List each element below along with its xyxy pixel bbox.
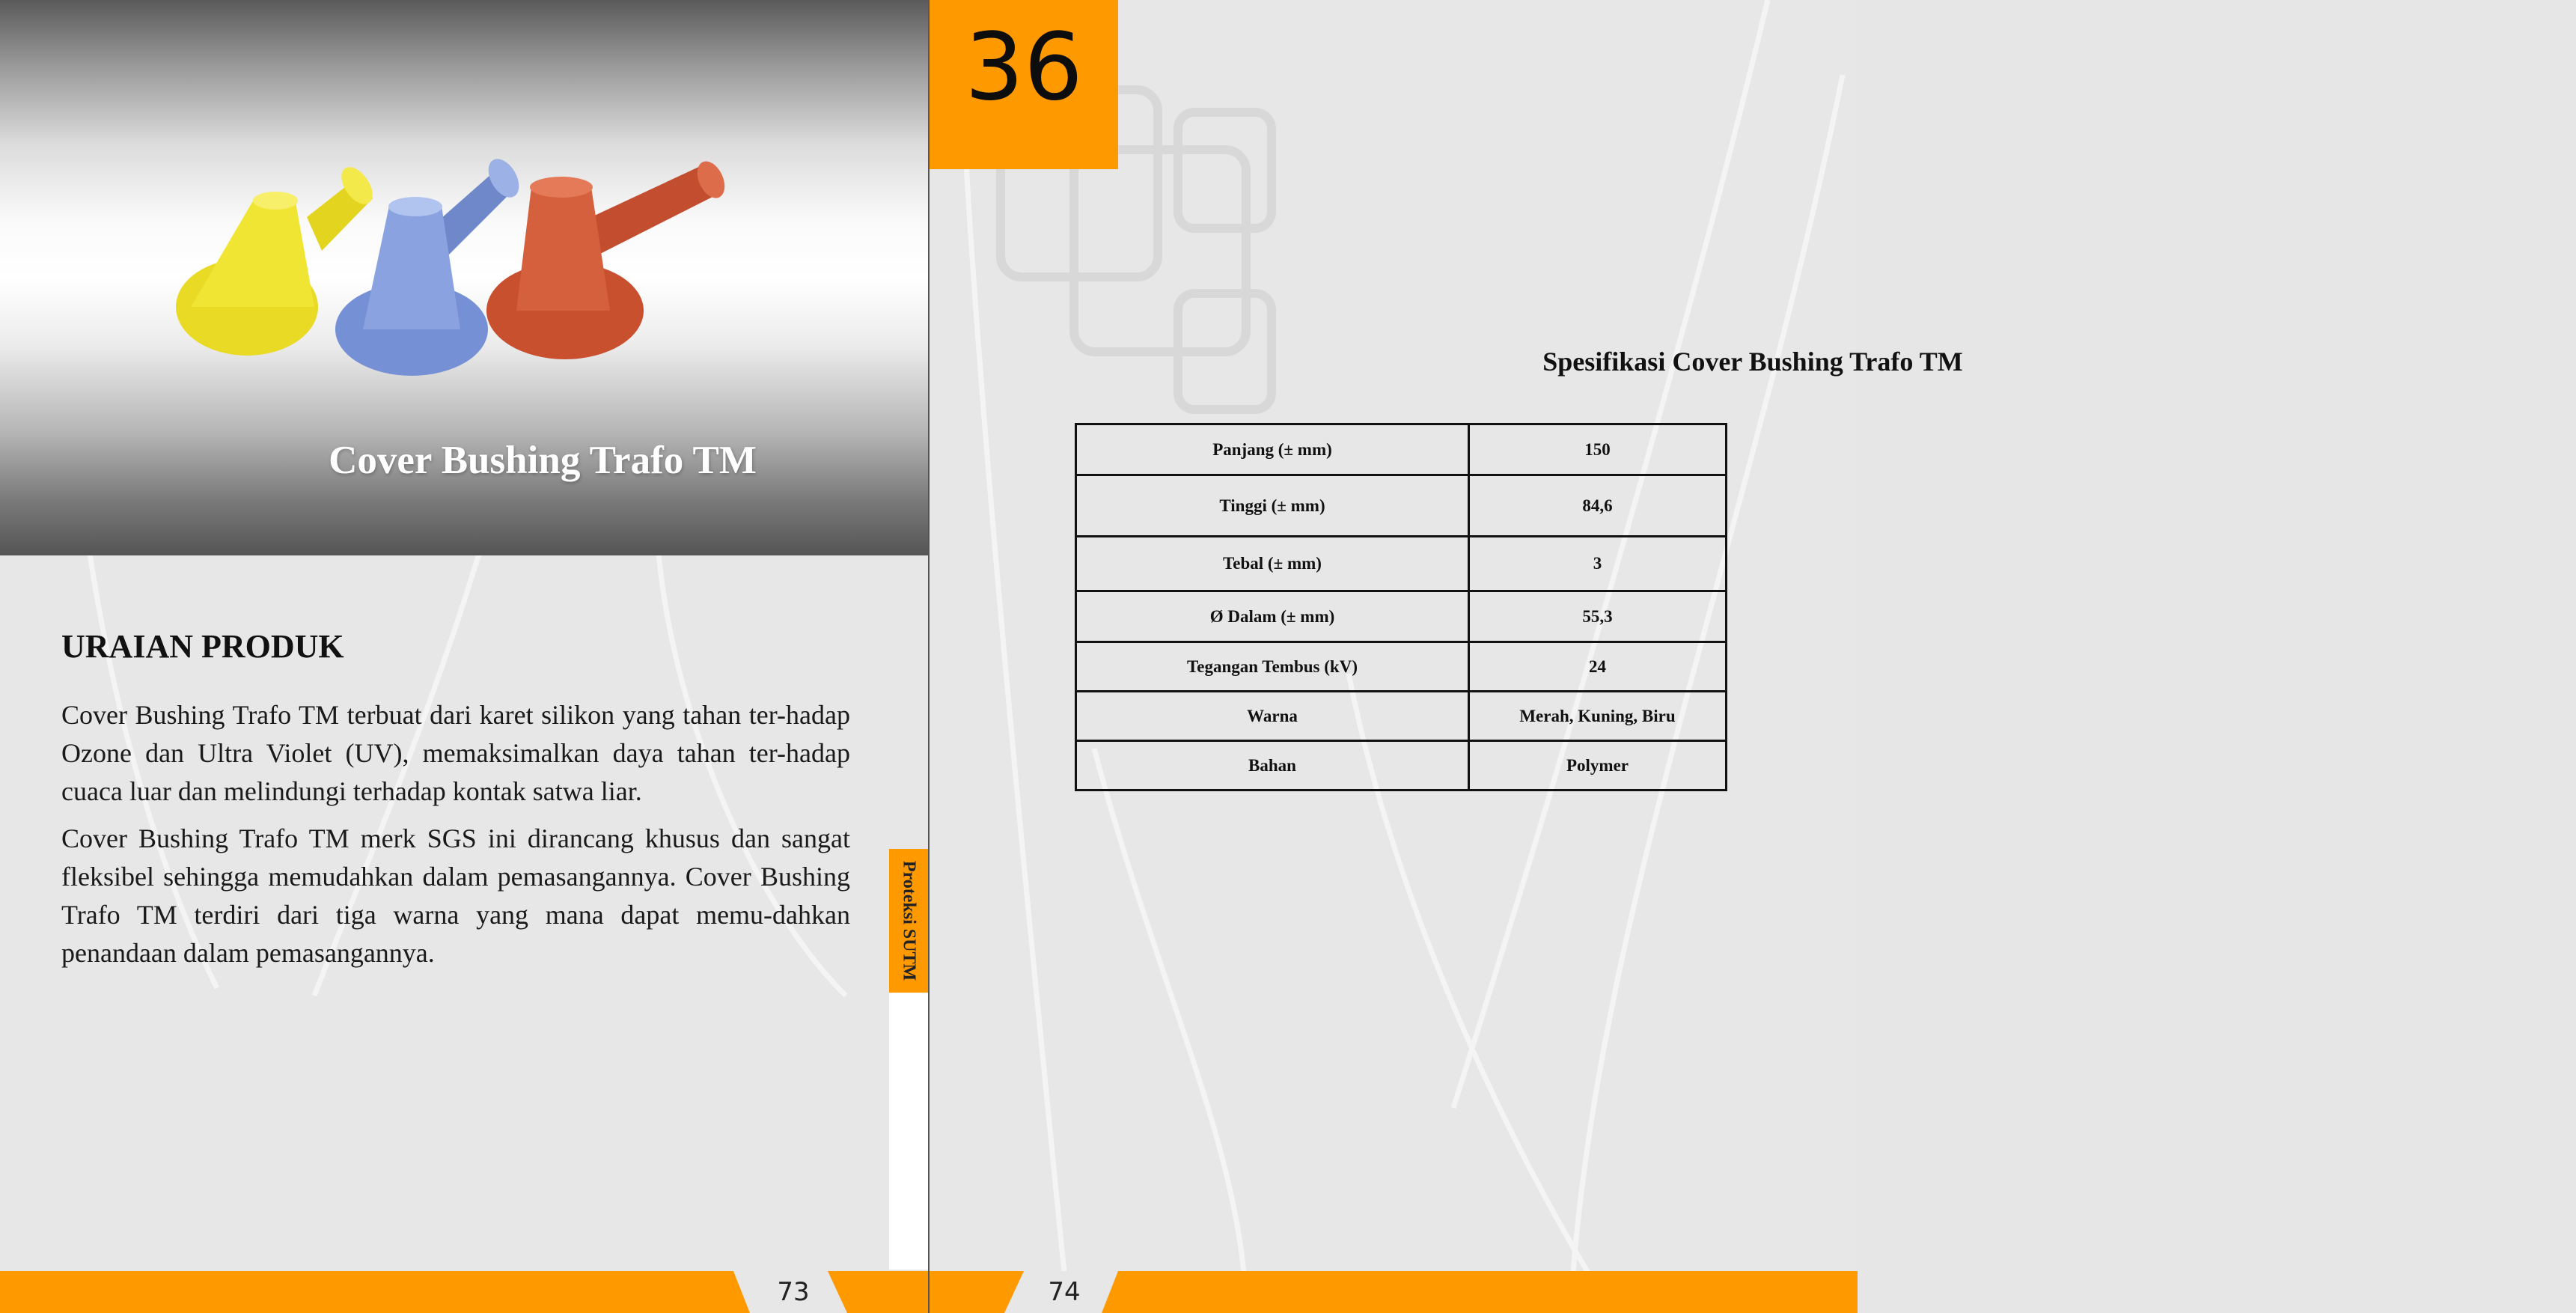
product-hero-banner: [0, 0, 928, 555]
table-row: [1076, 537, 1727, 591]
spec-label: Ø Dalam (± mm): [1076, 591, 1469, 642]
spec-value: 150: [1469, 424, 1727, 475]
description-paragraph-2: Cover Bushing Trafo TM merk SGS ini dirancang khusus dan sangat fleksibel sehingga memudahkan dalam pemasangannya. Cover Bushing Trafo TM terdiri dari tiga warna yang mana dapat memu-dahkan penandaan dalam pemasangannya.: [61, 823, 850, 968]
page-number: 74: [1048, 1277, 1081, 1307]
left-page: [0, 0, 928, 1313]
spec-value: Merah, Kuning, Biru: [1469, 692, 1727, 741]
spec-label: Warna: [1076, 692, 1469, 741]
side-tab-strip: [889, 993, 928, 1270]
table-row: [1076, 424, 1727, 475]
spec-label: Tebal (± mm): [1076, 537, 1469, 591]
section-heading: URAIAN PRODUK: [61, 628, 344, 665]
chapter-number: 36: [965, 13, 1083, 121]
orange-bushing-cover: [486, 157, 730, 359]
spec-value: 24: [1469, 642, 1727, 692]
spec-label: Tinggi (± mm): [1076, 475, 1469, 537]
spec-value: 3: [1469, 537, 1727, 591]
table-row: [1076, 741, 1727, 790]
table-row: [1076, 642, 1727, 692]
spec-table: [1075, 423, 1727, 791]
spec-value: 55,3: [1469, 591, 1727, 642]
table-row: [1076, 692, 1727, 741]
spec-value: 84,6: [1469, 475, 1727, 537]
page-number: 73: [777, 1277, 810, 1307]
hero-title: Cover Bushing Trafo TM: [329, 439, 757, 482]
table-row: [1076, 475, 1727, 537]
table-row: [1076, 591, 1727, 642]
spec-title: Spesifikasi Cover Bushing Trafo TM: [1542, 347, 1963, 377]
right-page: [928, 0, 1963, 1313]
chapter-number-box: [930, 0, 1118, 169]
spec-label: Panjang (± mm): [1076, 424, 1469, 475]
spec-value: Polymer: [1469, 741, 1727, 790]
spec-label: Tegangan Tembus (kV): [1076, 642, 1469, 692]
section-side-tab-label: Proteksi SUTM: [899, 860, 919, 981]
spec-label: Bahan: [1076, 741, 1469, 790]
description-paragraph-1: Cover Bushing Trafo TM terbuat dari karet silikon yang tahan ter-hadap Ozone dan Ultra Violet (UV), memaksimalkan daya tahan ter-hadap cuaca luar dan melindungi terhadap kontak satwa liar.: [61, 700, 850, 806]
